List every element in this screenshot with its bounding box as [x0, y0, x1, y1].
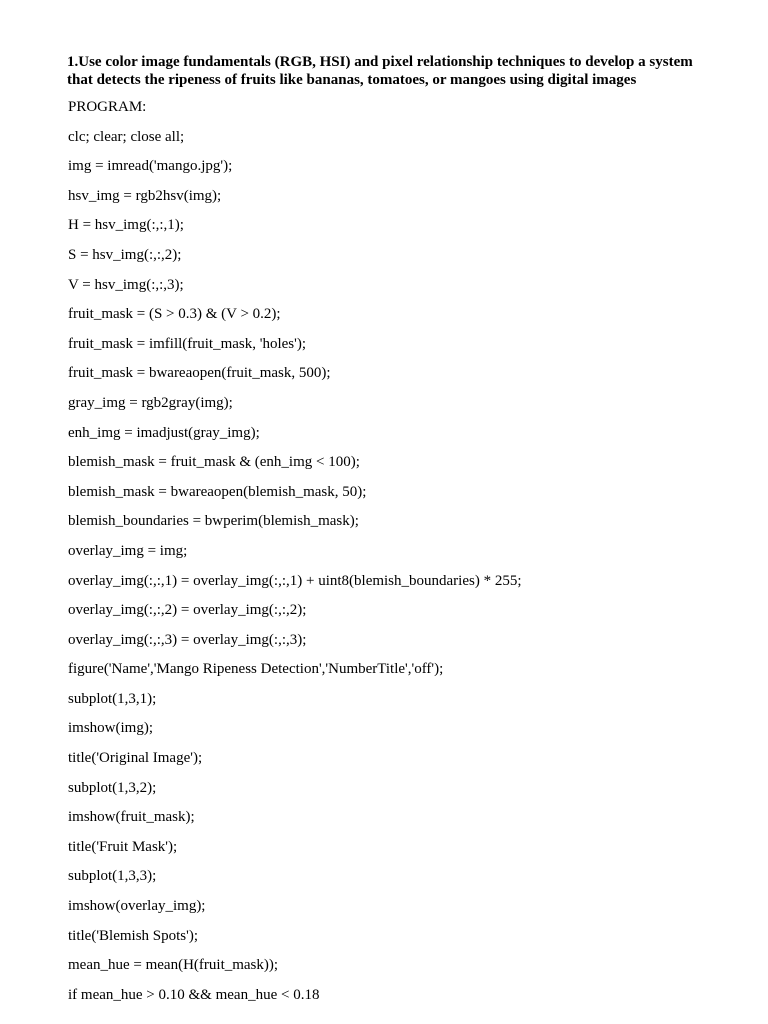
code-line: overlay_img(:,:,1) = overlay_img(:,:,1) + uint8(blemish_boundaries) * 255;	[68, 572, 522, 589]
code-line: imshow(img);	[68, 720, 153, 737]
code-line: title('Fruit Mask');	[68, 838, 178, 855]
code-line: H = hsv_img(:,:,1);	[68, 217, 184, 234]
code-line: subplot(1,3,1);	[68, 690, 157, 707]
code-line: if mean_hue > 0.10 && mean_hue < 0.18	[68, 986, 320, 1003]
code-line: imshow(fruit_mask);	[68, 809, 195, 826]
code-line: blemish_boundaries = bwperim(blemish_mask);	[68, 513, 359, 530]
code-line: fruit_mask = (S > 0.3) & (V > 0.2);	[68, 306, 281, 323]
program-listing	[68, 98, 522, 1015]
program-label: PROGRAM:	[68, 99, 147, 115]
code-line: subplot(1,3,2);	[68, 779, 157, 796]
code-line: overlay_img(:,:,2) = overlay_img(:,:,2);	[68, 602, 307, 619]
code-line: enh_img = imadjust(gray_img);	[68, 424, 260, 441]
code-line: overlay_img(:,:,3) = overlay_img(:,:,3);	[68, 631, 307, 648]
code-line: V = hsv_img(:,:,3);	[68, 276, 184, 293]
code-line: fruit_mask = bwareaopen(fruit_mask, 500);	[68, 365, 331, 382]
code-line: hsv_img = rgb2hsv(img);	[68, 187, 222, 204]
code-line: S = hsv_img(:,:,2);	[68, 246, 182, 263]
code-line: title('Original Image');	[68, 750, 203, 767]
code-line: mean_hue = mean(H(fruit_mask));	[68, 957, 279, 974]
question-heading: 1.Use color image fundamentals (RGB, HSI) and pixel relationship techniques to develop a system that detects the ripeness of fruits like bananas, tomatoes, or mangoes using digital images	[67, 54, 693, 88]
code-line: clc; clear; close all;	[68, 128, 185, 145]
code-line: overlay_img = img;	[68, 542, 188, 559]
code-line: img = imread('mango.jpg');	[68, 158, 233, 175]
code-line: fruit_mask = imfill(fruit_mask, 'holes');	[68, 335, 306, 352]
code-line: gray_img = rgb2gray(img);	[68, 394, 233, 411]
code-line: imshow(overlay_img);	[68, 898, 206, 915]
code-line: blemish_mask = bwareaopen(blemish_mask, 50);	[68, 483, 367, 500]
code-line: title('Blemish Spots');	[68, 927, 198, 944]
code-line: subplot(1,3,3);	[68, 868, 157, 885]
code-line: blemish_mask = fruit_mask & (enh_img < 100);	[68, 454, 360, 471]
code-line: figure('Name','Mango Ripeness Detection','NumberTitle','off');	[68, 661, 444, 678]
